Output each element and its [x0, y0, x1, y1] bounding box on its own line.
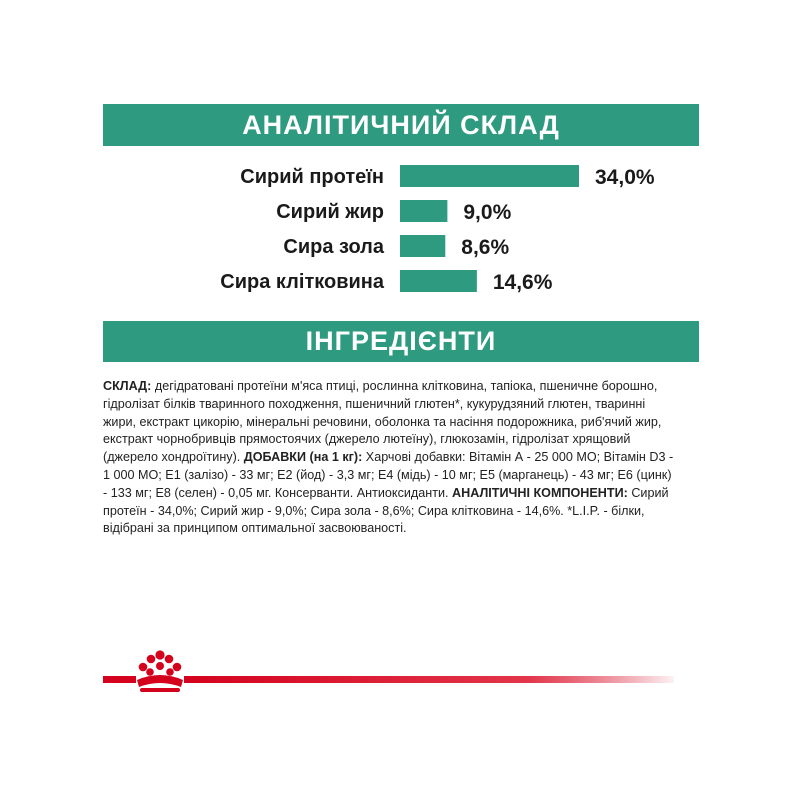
analytic-composition-header: [103, 104, 699, 146]
bar-label: Сирий жир: [276, 201, 384, 223]
bar-label: Сира клітковина: [220, 271, 384, 293]
footer-line-left: [103, 676, 136, 683]
crown-icon: [137, 650, 183, 692]
bar-label: Сира зола: [283, 236, 384, 258]
additives-label: ДОБАВКИ (на 1 кг):: [243, 450, 363, 465]
footer-line-right: [184, 676, 674, 683]
analytic-components-text: Сирий протеїн - 34,0%; Сирий жир - 9,0%; Сира зола - 8,6%; Сира клітковина - 14,6%. *L.I.P. - білки, відібрані за принципом оптимальної засвоюваності.: [103, 485, 669, 536]
analytic-bar-chart: [0, 155, 800, 315]
bar: [400, 200, 447, 222]
analytic-composition-title: АНАЛІТИЧНИЙ СКЛАД: [242, 109, 560, 140]
ingredients-header: [103, 321, 699, 362]
bar-value-label: 14,6%: [492, 271, 553, 294]
additives-text: Харчові добавки: Вітамін А - 25 000 МО; Вітамін D3 - 1 000 МО; Е1 (залізо) - 33 мг; Е2 (йод) - 3,3 мг; Е4 (мідь) - 10 мг; Е5 (марганець) - 43 мг; Е6 (цинк) - 133 мг; Е8 (селен) - 0,05 мг. Консерванти. Антиоксиданти.: [103, 450, 674, 500]
analytic-components-label: АНАЛІТИЧНІ КОМПОНЕНТИ:: [452, 485, 628, 500]
bar: [400, 165, 579, 187]
composition-label: СКЛАД:: [103, 379, 152, 393]
bar: [400, 270, 477, 292]
ingredients-title: ІНГРЕДІЄНТИ: [305, 326, 497, 356]
bar: [400, 235, 445, 257]
bar-value-label: 34,0%: [595, 166, 655, 189]
composition-text: дегідратовані протеїни м'яса птиці, рослинна клітковина, тапіока, пшеничне борошно, гідролізат білків тваринного походження, пшеничний глютен*, кукурудзяний глютен, тваринні жири, екстракт цикорію, мінеральні речовини, оболонка та насіння подорожника, риб'ячий жир, екстракт чорнобривців прямостоячих (джерело лютеїну), глюкозамін, гідролізат хрящовий (джерело хондроїтину).: [103, 379, 662, 465]
brand-footer: [0, 640, 800, 710]
bar-value-label: 8,6%: [461, 236, 510, 259]
bar-value-label: 9,0%: [463, 201, 512, 224]
ingredients-text: [103, 378, 678, 538]
bar-label: Сирий протеїн: [240, 166, 384, 188]
